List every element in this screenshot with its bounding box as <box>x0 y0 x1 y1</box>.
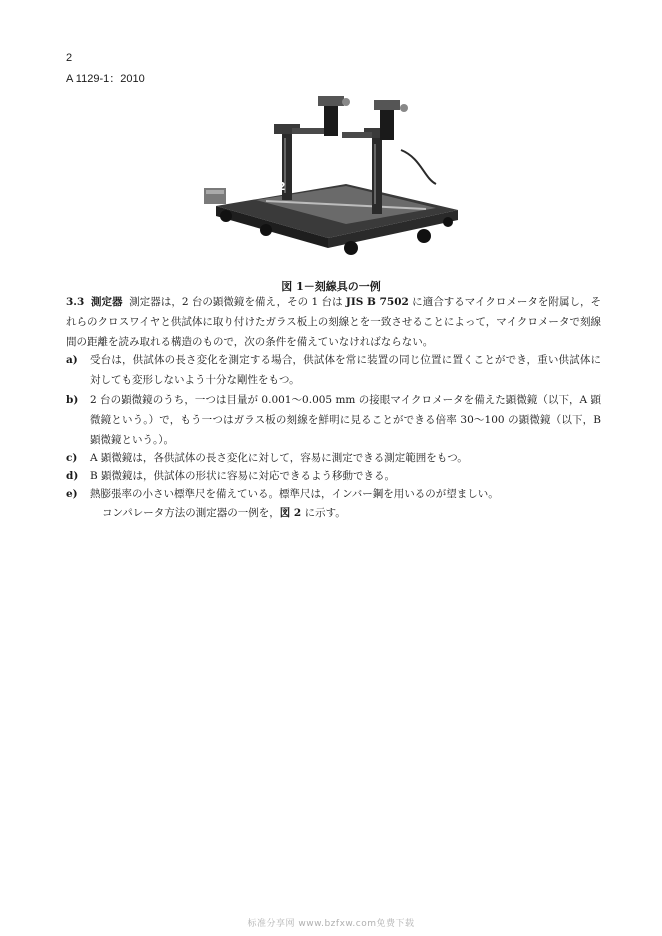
section-intro-suffix: に適合するマイクロメータを附属し，それらのクロスワイヤと供試体に取り付けたガラス板上の刻線とを一致させることによって，マイクロメータで刻線間の距離を読み取れる構造のもので，次の条件を備えていなければならない。 <box>66 296 602 348</box>
list-item-mark: c) <box>66 452 78 464</box>
list-item-mark: e) <box>66 488 78 500</box>
section-number: 3.3 <box>66 296 85 308</box>
list-item <box>66 484 601 504</box>
list-item-text: 受台は，供試体の長さ変化を測定する場合，供試体を常に装置の同じ位置に置くことができ，重い供試体に対しても変形しないよう十分な剛性をもつ。 <box>90 354 601 386</box>
list-item <box>66 448 601 468</box>
list-item-mark: b) <box>66 394 79 406</box>
jis-reference: JIS B 7502 <box>345 296 409 308</box>
scribing-tool-photo <box>196 88 466 273</box>
list-item-text: 2 台の顕微鏡のうち，一つは目量が 0.001～0.005 mm の接眼マイクロメータを備えた顕微鏡（以下，A 顕微鏡という。）で，もう一つはガラス板の刻線を鮮明に見ることができる倍率 30～100 の顕微鏡（以下，B 顕微鏡という。）。 <box>90 394 601 446</box>
section-title: 測定器 <box>91 296 123 308</box>
list-item <box>66 350 601 390</box>
figure-photo <box>196 88 466 273</box>
list-item-mark: a) <box>66 354 78 366</box>
photo-label: 2 <box>278 180 286 193</box>
standard-number: A 1129-1：2010 <box>66 73 145 85</box>
closing-suffix: に示す。 <box>301 507 346 519</box>
figure-caption: 図 1－刻線具の一例 <box>281 280 381 293</box>
section-paragraph <box>66 292 601 352</box>
list-item-text: B 顕微鏡は，供試体の形状に容易に対応できるよう移動できる。 <box>90 470 396 482</box>
figure-reference: 図 2 <box>279 507 302 519</box>
closing-prefix: コンパレータ方法の測定器の一例を， <box>102 507 280 519</box>
list-item <box>66 466 601 486</box>
list-item-text: A 顕微鏡は，各供試体の長さ変化に対して，容易に測定できる測定範囲をもつ。 <box>90 452 468 464</box>
closing-sentence <box>102 503 346 523</box>
list-item-text: 熱膨張率の小さい標準尺を備えている。標準尺は，インバー鋼を用いるのが望ましい。 <box>90 488 499 500</box>
list-item <box>66 390 601 450</box>
list-item-mark: d) <box>66 470 79 482</box>
section-intro-prefix: 測定器は，2 台の顕微鏡を備え，その 1 台は <box>129 296 346 308</box>
page-number: 2 <box>66 52 73 64</box>
watermark: 标准分享网 www.bzfxw.com免费下载 <box>247 919 415 929</box>
